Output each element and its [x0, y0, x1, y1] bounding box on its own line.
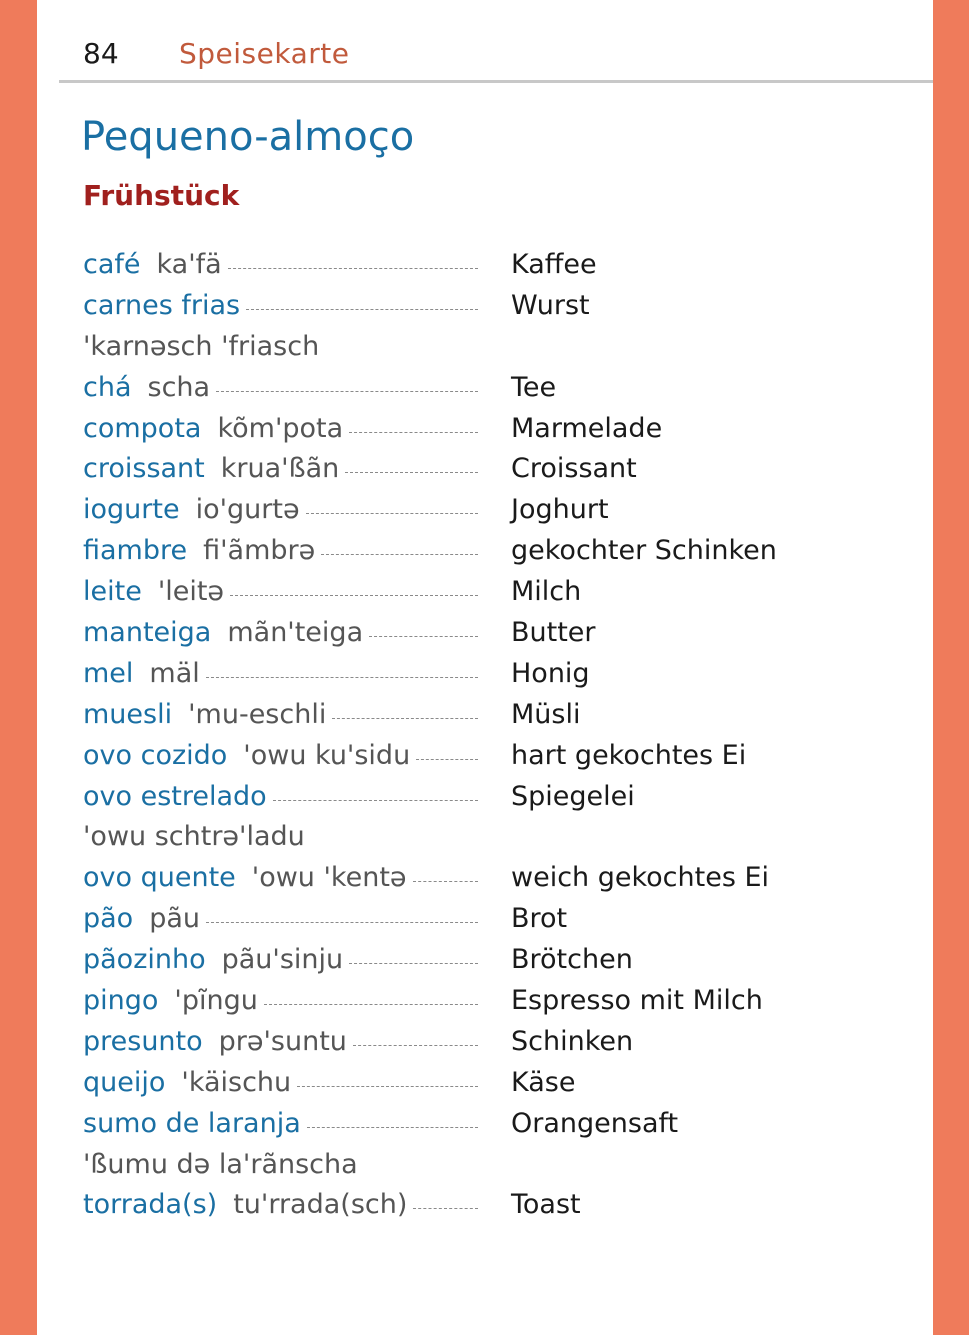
portuguese-term: muesli [83, 698, 173, 730]
entry-source [83, 1185, 478, 1226]
vocabulary-row [0, 409, 933, 450]
german-translation: Marmelade [511, 412, 663, 444]
entry-source [83, 449, 478, 490]
leader-dots [413, 1208, 478, 1209]
page-number: 84 [83, 37, 119, 70]
entry-source [83, 940, 478, 981]
entry-source [83, 531, 478, 572]
vocabulary-row [0, 858, 933, 899]
leader-dots [273, 800, 478, 801]
pronunciation: 'owu 'kentə [251, 862, 407, 894]
pronunciation: 'pĩngu [174, 985, 258, 1017]
entry-source [83, 899, 478, 940]
portuguese-term: chá [83, 371, 132, 403]
german-translation: Toast [511, 1189, 581, 1221]
pronunciation: 'käischu [181, 1066, 292, 1098]
vocabulary-row [0, 1185, 933, 1226]
running-head: Speisekarte [179, 37, 350, 70]
entry-source [83, 409, 478, 450]
vocabulary-row [0, 613, 933, 654]
leader-dots [321, 554, 478, 555]
pronunciation: scha [147, 371, 211, 403]
portuguese-term: ovo estrelado [83, 780, 267, 812]
leader-dots [228, 268, 478, 269]
leader-dots [206, 677, 478, 678]
pronunciation: io'gurtə [195, 494, 300, 526]
portuguese-term: manteiga [83, 617, 212, 649]
german-translation: Müsli [511, 698, 581, 730]
german-translation: Orangensaft [511, 1107, 679, 1139]
entry-source [83, 327, 478, 368]
german-translation: hart gekochtes Ei [511, 739, 747, 771]
entry-source [83, 613, 478, 654]
german-translation: weich gekochtes Ei [511, 862, 770, 894]
leader-dots [369, 636, 478, 637]
pronunciation: prə'suntu [218, 1025, 347, 1057]
entry-source [83, 368, 478, 409]
leader-dots [246, 309, 478, 310]
pronunciation: ka'fä [156, 249, 222, 280]
leader-dots [349, 963, 478, 964]
leader-dots [206, 922, 478, 923]
portuguese-term: sumo de laranja [83, 1107, 301, 1139]
german-translation: Tee [511, 371, 557, 403]
german-translation: Brot [511, 903, 568, 935]
portuguese-term: iogurte [83, 494, 180, 526]
pronunciation: pãu [149, 903, 200, 935]
german-translation: Honig [511, 657, 590, 689]
vocabulary-row [0, 327, 933, 368]
vocabulary-row [0, 817, 933, 858]
leader-dots [413, 881, 478, 882]
pronunciation: tu'rrada(sch) [233, 1189, 408, 1221]
german-translation: Schinken [511, 1025, 634, 1057]
pronunciation: pãu'sinju [221, 944, 344, 976]
german-translation: Käse [511, 1066, 576, 1098]
vocabulary-row [0, 777, 933, 818]
portuguese-term: queijo [83, 1066, 166, 1098]
leader-dots [306, 513, 478, 514]
pronunciation: 'owu schtrə'ladu [83, 821, 305, 853]
portuguese-term: pão [83, 903, 134, 935]
portuguese-term: carnes frias [83, 289, 241, 321]
vocabulary-list [0, 245, 933, 1226]
vocabulary-row [0, 286, 933, 327]
german-translation: Spiegelei [511, 780, 635, 812]
leader-dots [416, 759, 478, 760]
german-translation: Butter [511, 617, 596, 649]
portuguese-term: café [83, 249, 141, 280]
vocabulary-row [0, 1022, 933, 1063]
entry-source [83, 1104, 478, 1145]
pronunciation: krua'ßãn [220, 453, 340, 485]
vocabulary-row [0, 572, 933, 613]
vocabulary-row [0, 449, 933, 490]
portuguese-term: croissant [83, 453, 205, 485]
vocabulary-row [0, 1063, 933, 1104]
leader-dots [307, 1127, 478, 1128]
pronunciation: mãn'teiga [227, 617, 364, 649]
vocabulary-row [0, 940, 933, 981]
vocabulary-row [0, 490, 933, 531]
entry-source [83, 245, 478, 286]
vocabulary-row [0, 736, 933, 777]
header-rule [59, 80, 933, 83]
portuguese-term: compota [83, 412, 202, 444]
portuguese-term: ovo cozido [83, 739, 228, 771]
entry-source [83, 736, 478, 777]
german-translation: Croissant [511, 453, 637, 485]
leader-dots [216, 391, 478, 392]
vocabulary-row [0, 531, 933, 572]
leader-dots [264, 1004, 478, 1005]
german-translation: gekochter Schinken [511, 535, 777, 567]
german-translation: Joghurt [511, 494, 609, 526]
leader-dots [349, 432, 478, 433]
entry-source [83, 572, 478, 613]
pronunciation: fi'ãmbrə [203, 535, 316, 567]
section-subtitle: Frühstück [83, 179, 240, 212]
pronunciation: mäl [149, 657, 200, 689]
pronunciation: 'leitə [157, 576, 225, 608]
leader-dots [332, 718, 478, 719]
portuguese-term: presunto [83, 1025, 203, 1057]
page-edge-right [933, 0, 969, 1335]
vocabulary-row [0, 1145, 933, 1186]
entry-source [83, 777, 478, 818]
portuguese-term: pãozinho [83, 944, 206, 976]
vocabulary-row [0, 1104, 933, 1145]
entry-source [83, 695, 478, 736]
vocabulary-row [0, 899, 933, 940]
entry-source [83, 1145, 478, 1186]
entry-source [83, 1022, 478, 1063]
entry-source [83, 858, 478, 899]
pronunciation: kõm'pota [217, 412, 344, 444]
section-title: Pequeno-almoço [81, 114, 415, 160]
german-translation: Kaffee [511, 249, 597, 280]
vocabulary-row [0, 368, 933, 409]
pronunciation: 'ßumu də la'rãnscha [83, 1148, 358, 1180]
entry-source [83, 490, 478, 531]
portuguese-term: fiambre [83, 535, 188, 567]
german-translation: Milch [511, 576, 582, 608]
german-translation: Brötchen [511, 944, 633, 976]
pronunciation: 'karnəsch 'friasch [83, 330, 320, 362]
entry-source [83, 1063, 478, 1104]
german-translation: Wurst [511, 289, 590, 321]
leader-dots [353, 1045, 478, 1046]
vocabulary-row [0, 695, 933, 736]
pronunciation: 'mu-eschli [188, 698, 327, 730]
vocabulary-row [0, 981, 933, 1022]
portuguese-term: mel [83, 657, 134, 689]
entry-source [83, 286, 478, 327]
vocabulary-row [0, 245, 933, 286]
entry-source [83, 981, 478, 1022]
vocabulary-row [0, 654, 933, 695]
entry-source [83, 817, 478, 858]
leader-dots [230, 595, 478, 596]
german-translation: Espresso mit Milch [511, 985, 763, 1017]
pronunciation: 'owu ku'sidu [243, 739, 411, 771]
entry-source [83, 654, 478, 695]
leader-dots [345, 472, 478, 473]
portuguese-term: torrada(s) [83, 1189, 218, 1221]
portuguese-term: leite [83, 576, 142, 608]
leader-dots [297, 1086, 478, 1087]
portuguese-term: pingo [83, 985, 159, 1017]
portuguese-term: ovo quente [83, 862, 236, 894]
